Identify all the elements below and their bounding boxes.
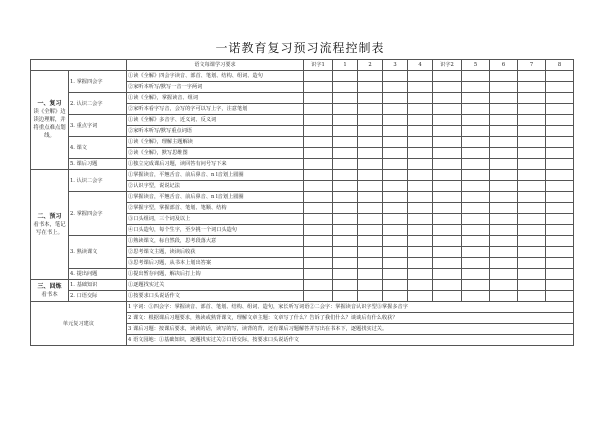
check-cell[interactable] <box>433 115 462 126</box>
requirement-text: ①读《全解》多音字、近义词、反义词 <box>127 115 304 126</box>
check-cell[interactable] <box>408 269 433 280</box>
check-cell[interactable] <box>304 148 333 159</box>
check-cell[interactable] <box>462 137 490 148</box>
item-label: 3. 重点字词 <box>69 115 127 137</box>
check-cell[interactable] <box>546 126 574 137</box>
check-cell[interactable] <box>383 181 408 192</box>
check-cell[interactable] <box>546 192 574 203</box>
check-cell[interactable] <box>304 291 333 302</box>
check-cell[interactable] <box>304 170 333 181</box>
check-cell[interactable] <box>408 126 433 137</box>
check-cell[interactable] <box>433 247 462 258</box>
check-cell[interactable] <box>408 280 433 291</box>
check-cell[interactable] <box>518 192 546 203</box>
check-cell[interactable] <box>383 280 408 291</box>
check-cell[interactable] <box>304 71 333 82</box>
check-cell[interactable] <box>462 148 490 159</box>
check-cell[interactable] <box>462 115 490 126</box>
check-cell[interactable] <box>358 192 383 203</box>
check-cell[interactable] <box>490 247 518 258</box>
check-cell[interactable] <box>490 115 518 126</box>
check-cell[interactable] <box>462 192 490 203</box>
check-cell[interactable] <box>408 203 433 214</box>
check-cell[interactable] <box>333 126 358 137</box>
check-cell[interactable] <box>333 258 358 269</box>
check-cell[interactable] <box>333 71 358 82</box>
check-cell[interactable] <box>546 236 574 247</box>
check-cell[interactable] <box>546 159 574 170</box>
requirement-text: ①逐题找实过关 <box>127 280 304 291</box>
check-cell[interactable] <box>358 104 383 115</box>
check-cell[interactable] <box>408 71 433 82</box>
check-cell[interactable] <box>518 236 546 247</box>
check-cell[interactable] <box>304 104 333 115</box>
check-cell[interactable] <box>518 104 546 115</box>
check-cell[interactable] <box>333 104 358 115</box>
header-col-1: 1 <box>333 60 358 71</box>
check-cell[interactable] <box>408 214 433 225</box>
header-shizi-1: 识字1 <box>304 60 333 71</box>
check-cell[interactable] <box>518 214 546 225</box>
check-cell[interactable] <box>490 214 518 225</box>
table-row <box>31 170 574 181</box>
check-cell[interactable] <box>433 269 462 280</box>
table-row <box>31 269 574 280</box>
table-row <box>31 192 574 203</box>
table-row <box>31 115 574 126</box>
unit-review-row <box>31 302 574 313</box>
table-row <box>31 71 574 82</box>
section-description: 看书本 <box>41 291 58 298</box>
unit-review-line: 2 课文：根据课后习题要求，熟读或熟背课文，理解文章主题：文章写了什么？告诉了我们什么？谈谈后有什么收获？ <box>127 313 574 324</box>
check-cell[interactable] <box>546 214 574 225</box>
check-cell[interactable] <box>490 104 518 115</box>
check-cell[interactable] <box>333 214 358 225</box>
check-cell[interactable] <box>304 280 333 291</box>
check-cell[interactable] <box>408 236 433 247</box>
check-cell[interactable] <box>546 137 574 148</box>
check-cell[interactable] <box>333 203 358 214</box>
unit-review-line: 3 课后习题：按课后要求，读读的话，读写的写，读背的背，还有课后习题解答并写出在书本下，逐题找实过关。 <box>127 324 574 335</box>
check-cell[interactable] <box>383 269 408 280</box>
requirement-text: ①提出暂存问题，解决后打上钩 <box>127 269 304 280</box>
check-cell[interactable] <box>333 181 358 192</box>
check-cell[interactable] <box>333 291 358 302</box>
check-cell[interactable] <box>462 93 490 104</box>
check-cell[interactable] <box>433 280 462 291</box>
check-cell[interactable] <box>462 104 490 115</box>
check-cell[interactable] <box>518 280 546 291</box>
check-cell[interactable] <box>462 181 490 192</box>
header-blank <box>31 60 127 71</box>
item-label: 3. 熟读课文 <box>69 236 127 269</box>
check-cell[interactable] <box>462 225 490 236</box>
check-cell[interactable] <box>304 93 333 104</box>
check-cell[interactable] <box>383 225 408 236</box>
check-cell[interactable] <box>358 269 383 280</box>
check-cell[interactable] <box>358 126 383 137</box>
header-col-4: 4 <box>408 60 433 71</box>
item-label: 5. 课后习题 <box>69 159 127 170</box>
check-cell[interactable] <box>518 258 546 269</box>
check-cell[interactable] <box>546 170 574 181</box>
check-cell[interactable] <box>358 291 383 302</box>
check-cell[interactable] <box>546 269 574 280</box>
check-cell[interactable] <box>462 236 490 247</box>
check-cell[interactable] <box>358 159 383 170</box>
check-cell[interactable] <box>358 247 383 258</box>
check-cell[interactable] <box>462 291 490 302</box>
check-cell[interactable] <box>518 148 546 159</box>
check-cell[interactable] <box>333 148 358 159</box>
check-cell[interactable] <box>333 93 358 104</box>
check-cell[interactable] <box>462 258 490 269</box>
check-cell[interactable] <box>358 280 383 291</box>
check-cell[interactable] <box>433 104 462 115</box>
header-col-3: 3 <box>383 60 408 71</box>
check-cell[interactable] <box>518 291 546 302</box>
requirement-text: ①掌握读音，平翘舌音、前后鼻音、n l音划上圆圈 <box>127 192 304 203</box>
check-cell[interactable] <box>383 137 408 148</box>
table-row <box>31 280 574 291</box>
check-cell[interactable] <box>333 225 358 236</box>
check-cell[interactable] <box>433 181 462 192</box>
check-cell[interactable] <box>408 137 433 148</box>
requirement-text: ②认识字型，说说记法 <box>127 181 304 192</box>
check-cell[interactable] <box>383 82 408 93</box>
check-cell[interactable] <box>546 71 574 82</box>
check-cell[interactable] <box>490 126 518 137</box>
process-control-table <box>30 59 574 346</box>
check-cell[interactable] <box>383 291 408 302</box>
check-cell[interactable] <box>433 214 462 225</box>
check-cell[interactable] <box>518 203 546 214</box>
check-cell[interactable] <box>490 291 518 302</box>
check-cell[interactable] <box>408 159 433 170</box>
check-cell[interactable] <box>304 137 333 148</box>
check-cell[interactable] <box>546 291 574 302</box>
check-cell[interactable] <box>358 214 383 225</box>
section-cell <box>31 71 69 170</box>
check-cell[interactable] <box>304 258 333 269</box>
check-cell[interactable] <box>333 137 358 148</box>
check-cell[interactable] <box>462 269 490 280</box>
check-cell[interactable] <box>304 203 333 214</box>
check-cell[interactable] <box>546 258 574 269</box>
requirement-text: ①按要求口头说话作文 <box>127 291 304 302</box>
check-cell[interactable] <box>383 214 408 225</box>
check-cell[interactable] <box>304 269 333 280</box>
check-cell[interactable] <box>358 170 383 181</box>
check-cell[interactable] <box>433 82 462 93</box>
check-cell[interactable] <box>383 203 408 214</box>
check-cell[interactable] <box>518 225 546 236</box>
check-cell[interactable] <box>358 203 383 214</box>
check-cell[interactable] <box>490 148 518 159</box>
check-cell[interactable] <box>518 247 546 258</box>
check-cell[interactable] <box>408 181 433 192</box>
check-cell[interactable] <box>433 236 462 247</box>
check-cell[interactable] <box>462 170 490 181</box>
section-description: 读《全解》边读边理解，并将重点难点划线。 <box>33 109 66 139</box>
check-cell[interactable] <box>490 258 518 269</box>
check-cell[interactable] <box>333 115 358 126</box>
check-cell[interactable] <box>304 126 333 137</box>
check-cell[interactable] <box>490 159 518 170</box>
header-row <box>31 60 574 71</box>
check-cell[interactable] <box>333 159 358 170</box>
check-cell[interactable] <box>462 126 490 137</box>
check-cell[interactable] <box>358 82 383 93</box>
check-cell[interactable] <box>546 225 574 236</box>
table-row <box>31 93 574 104</box>
unit-review-line: 1 字词：①四会字：掌握读音、部首、笔划、结构、组词、造句，家长听写词语②二会字：掌握读音认识字型③掌握多音字 <box>127 302 574 313</box>
header-col-2: 2 <box>358 60 383 71</box>
check-cell[interactable] <box>383 258 408 269</box>
check-cell[interactable] <box>333 82 358 93</box>
check-cell[interactable] <box>462 159 490 170</box>
check-cell[interactable] <box>433 258 462 269</box>
check-cell[interactable] <box>546 93 574 104</box>
check-cell[interactable] <box>383 236 408 247</box>
header-shizi-2: 识字2 <box>433 60 462 71</box>
check-cell[interactable] <box>546 82 574 93</box>
check-cell[interactable] <box>383 104 408 115</box>
requirement-text: ①读《全解》四会字读音、部首、笔划、结构、组词、造句 <box>127 71 304 82</box>
header-requirement: 语文每课学习要求 <box>127 60 304 71</box>
check-cell[interactable] <box>408 225 433 236</box>
check-cell[interactable] <box>383 247 408 258</box>
unit-review-line: 4 语文园地：①基础知识，逐题找实过关②口语交际，按要求口头说话作文 <box>127 335 574 346</box>
table-body <box>31 60 574 346</box>
table-row <box>31 291 574 302</box>
check-cell[interactable] <box>383 159 408 170</box>
check-cell[interactable] <box>333 192 358 203</box>
check-cell[interactable] <box>358 115 383 126</box>
check-cell[interactable] <box>433 126 462 137</box>
check-cell[interactable] <box>408 104 433 115</box>
check-cell[interactable] <box>383 115 408 126</box>
check-cell[interactable] <box>383 71 408 82</box>
unit-review-label: 单元复习建议 <box>31 302 127 346</box>
requirement-text: ②思考课文主题，读读后收获 <box>127 247 304 258</box>
item-label: 2. 认识二会字 <box>69 93 127 115</box>
check-cell[interactable] <box>333 247 358 258</box>
header-col-8: 8 <box>546 60 574 71</box>
check-cell[interactable] <box>518 82 546 93</box>
item-label: 4. 提出问题 <box>69 269 127 280</box>
check-cell[interactable] <box>408 170 433 181</box>
requirement-text: ③口头组词，三个词及以上 <box>127 214 304 225</box>
check-cell[interactable] <box>358 181 383 192</box>
check-cell[interactable] <box>408 258 433 269</box>
check-cell[interactable] <box>333 170 358 181</box>
check-cell[interactable] <box>490 170 518 181</box>
check-cell[interactable] <box>462 82 490 93</box>
check-cell[interactable] <box>546 203 574 214</box>
requirement-text: ①读《全解》，理解主题解读 <box>127 137 304 148</box>
check-cell[interactable] <box>358 137 383 148</box>
check-cell[interactable] <box>333 236 358 247</box>
requirement-text: ②家听本听写/默写重点词语 <box>127 126 304 137</box>
check-cell[interactable] <box>518 269 546 280</box>
section-cell <box>31 170 69 280</box>
check-cell[interactable] <box>490 82 518 93</box>
table-row <box>31 236 574 247</box>
check-cell[interactable] <box>408 247 433 258</box>
check-cell[interactable] <box>304 82 333 93</box>
check-cell[interactable] <box>433 225 462 236</box>
check-cell[interactable] <box>546 280 574 291</box>
check-cell[interactable] <box>304 192 333 203</box>
check-cell[interactable] <box>333 269 358 280</box>
check-cell[interactable] <box>518 115 546 126</box>
item-label: 1. 基础知识 <box>69 280 127 291</box>
check-cell[interactable] <box>433 93 462 104</box>
header-col-6: 6 <box>490 60 518 71</box>
check-cell[interactable] <box>304 159 333 170</box>
check-cell[interactable] <box>518 126 546 137</box>
check-cell[interactable] <box>518 170 546 181</box>
check-cell[interactable] <box>408 192 433 203</box>
check-cell[interactable] <box>490 181 518 192</box>
check-cell[interactable] <box>383 93 408 104</box>
check-cell[interactable] <box>408 93 433 104</box>
check-cell[interactable] <box>433 203 462 214</box>
check-cell[interactable] <box>408 82 433 93</box>
check-cell[interactable] <box>358 148 383 159</box>
check-cell[interactable] <box>383 170 408 181</box>
header-col-5: 5 <box>462 60 490 71</box>
check-cell[interactable] <box>358 225 383 236</box>
check-cell[interactable] <box>546 247 574 258</box>
section-heading: 三、回炼 <box>37 282 62 290</box>
check-cell[interactable] <box>490 225 518 236</box>
check-cell[interactable] <box>383 126 408 137</box>
check-cell[interactable] <box>490 192 518 203</box>
item-label: 1. 掌握四会字 <box>69 71 127 93</box>
item-label: 2. 口语交际 <box>69 291 127 302</box>
section-heading: 一、复习 <box>37 100 62 107</box>
check-cell[interactable] <box>383 192 408 203</box>
section-description: 看书本，笔记写在书上。 <box>33 221 66 236</box>
check-cell[interactable] <box>408 115 433 126</box>
item-label: 1. 认识二会字 <box>69 170 127 192</box>
check-cell[interactable] <box>433 291 462 302</box>
check-cell[interactable] <box>433 170 462 181</box>
check-cell[interactable] <box>433 192 462 203</box>
check-cell[interactable] <box>462 203 490 214</box>
requirement-text: ①独立完成课后习题，读回答有问号写下来 <box>127 159 304 170</box>
requirement-text: ①熟读课文，标自然段，思考段落大意 <box>127 236 304 247</box>
requirement-text: ②读《全解》，默写思维图 <box>127 148 304 159</box>
check-cell[interactable] <box>490 137 518 148</box>
header-col-7: 7 <box>518 60 546 71</box>
check-cell[interactable] <box>490 93 518 104</box>
check-cell[interactable] <box>304 115 333 126</box>
check-cell[interactable] <box>433 159 462 170</box>
check-cell[interactable] <box>546 115 574 126</box>
check-cell[interactable] <box>518 93 546 104</box>
check-cell[interactable] <box>433 71 462 82</box>
check-cell[interactable] <box>546 181 574 192</box>
check-cell[interactable] <box>433 148 462 159</box>
check-cell[interactable] <box>304 247 333 258</box>
check-cell[interactable] <box>358 236 383 247</box>
section-cell <box>31 280 69 302</box>
item-label: 4. 课文 <box>69 137 127 159</box>
requirement-text: ①读《全解》，掌握读音、组词 <box>127 93 304 104</box>
check-cell[interactable] <box>490 236 518 247</box>
requirement-text: ②家听本听写/默写一音一字两词 <box>127 82 304 93</box>
check-cell[interactable] <box>462 214 490 225</box>
check-cell[interactable] <box>490 269 518 280</box>
page-title: 一诺教育复习预习流程控制表 <box>215 41 385 55</box>
requirement-text: ④口头造句，每个生字，至少挑一个词口头造句 <box>127 225 304 236</box>
check-cell[interactable] <box>518 71 546 82</box>
check-cell[interactable] <box>462 280 490 291</box>
check-cell[interactable] <box>358 258 383 269</box>
requirement-text: ③思考课后习题，从书本上划出答案 <box>127 258 304 269</box>
check-cell[interactable] <box>462 71 490 82</box>
check-cell[interactable] <box>490 280 518 291</box>
check-cell[interactable] <box>490 71 518 82</box>
check-cell[interactable] <box>546 148 574 159</box>
item-label: 2. 掌握四会字 <box>69 192 127 236</box>
check-cell[interactable] <box>408 291 433 302</box>
check-cell[interactable] <box>546 104 574 115</box>
check-cell[interactable] <box>304 225 333 236</box>
check-cell[interactable] <box>304 214 333 225</box>
check-cell[interactable] <box>358 71 383 82</box>
check-cell[interactable] <box>408 148 433 159</box>
table-row <box>31 159 574 170</box>
check-cell[interactable] <box>383 148 408 159</box>
requirement-text: ②掌握字型，掌握部首、笔划、笔顺、结构 <box>127 203 304 214</box>
requirement-text: ①掌握读音，平翘舌音、前后鼻音、n l音划上圆圈 <box>127 170 304 181</box>
check-cell[interactable] <box>518 137 546 148</box>
check-cell[interactable] <box>358 93 383 104</box>
check-cell[interactable] <box>490 203 518 214</box>
check-cell[interactable] <box>333 280 358 291</box>
check-cell[interactable] <box>462 247 490 258</box>
table-row <box>31 137 574 148</box>
section-heading: 二、预习 <box>37 212 62 220</box>
check-cell[interactable] <box>518 159 546 170</box>
check-cell[interactable] <box>433 137 462 148</box>
check-cell[interactable] <box>304 181 333 192</box>
check-cell[interactable] <box>304 236 333 247</box>
requirement-text: ②家听本看字写音，会写的字可以写上字，注意笔划 <box>127 104 304 115</box>
check-cell[interactable] <box>518 181 546 192</box>
